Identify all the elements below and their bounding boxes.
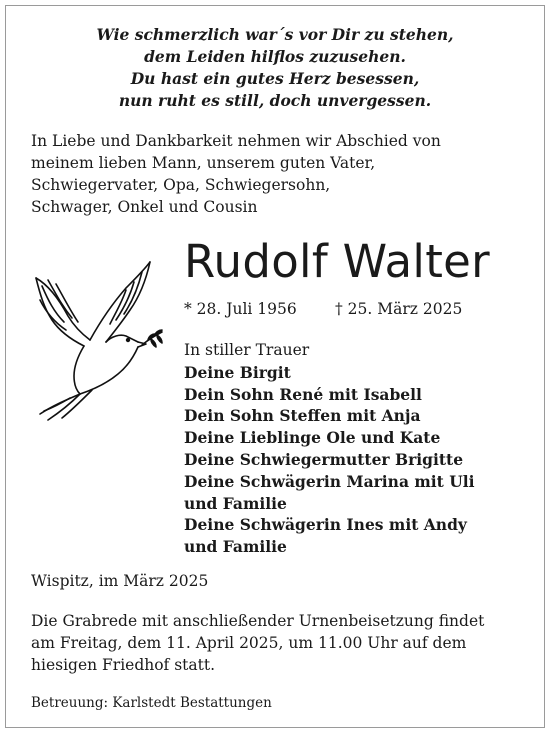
mourner-line: und Familie xyxy=(184,537,287,557)
funeral-line: Die Grabrede mit anschließender Urnenbeisetzung findet xyxy=(31,612,485,630)
funeral-home-credit: Betreuung: Karlstedt Bestattungen xyxy=(31,695,272,711)
mourner-line: Deine Birgit xyxy=(184,362,291,382)
birth-date: * 28. Juli 1956 xyxy=(184,300,297,318)
poem-line: Wie schmerzlich war´s vor Dir zu stehen, xyxy=(96,25,454,44)
mourner-line: Deine Schwiegermutter Brigitte xyxy=(184,449,464,469)
poem xyxy=(0,24,550,112)
intro-text xyxy=(31,130,491,218)
intro-line: Schwiegervater, Opa, Schwiegersohn, xyxy=(31,176,331,194)
mourner-line: Deine Lieblinge Ole und Kate xyxy=(184,428,441,448)
funeral-notice xyxy=(31,610,531,676)
mourner-line: Dein Sohn Steffen mit Anja xyxy=(184,406,421,426)
mourners-list xyxy=(184,340,475,558)
funeral-line: am Freitag, dem 11. April 2025, um 11.00 Uhr auf dem xyxy=(31,634,467,652)
funeral-line: hiesigen Friedhof statt. xyxy=(31,656,216,674)
intro-line: In Liebe und Dankbarkeit nehmen wir Abschied von xyxy=(31,132,441,150)
mourner-line: Deine Schwägerin Marina mit Uli xyxy=(184,471,475,491)
poem-line: Du hast ein gutes Herz besessen, xyxy=(130,69,420,88)
intro-line: meinem lieben Mann, unserem guten Vater, xyxy=(31,154,376,172)
place-date: Wispitz, im März 2025 xyxy=(31,572,209,590)
dove-with-olive-branch-icon xyxy=(30,256,175,421)
deceased-name: Rudolf Walter xyxy=(184,235,490,288)
poem-line: nun ruht es still, doch unvergessen. xyxy=(118,91,432,110)
mourner-line: Dein Sohn René mit Isabell xyxy=(184,384,422,404)
life-dates xyxy=(184,298,463,320)
death-date: † 25. März 2025 xyxy=(335,300,463,318)
mourner-line: und Familie xyxy=(184,493,287,513)
intro-line: Schwager, Onkel und Cousin xyxy=(31,198,258,216)
poem-line: dem Leiden hilflos zuzusehen. xyxy=(144,47,406,66)
mourning-intro: In stiller Trauer xyxy=(184,341,310,359)
mourner-line: Deine Schwägerin Ines mit Andy xyxy=(184,515,467,535)
